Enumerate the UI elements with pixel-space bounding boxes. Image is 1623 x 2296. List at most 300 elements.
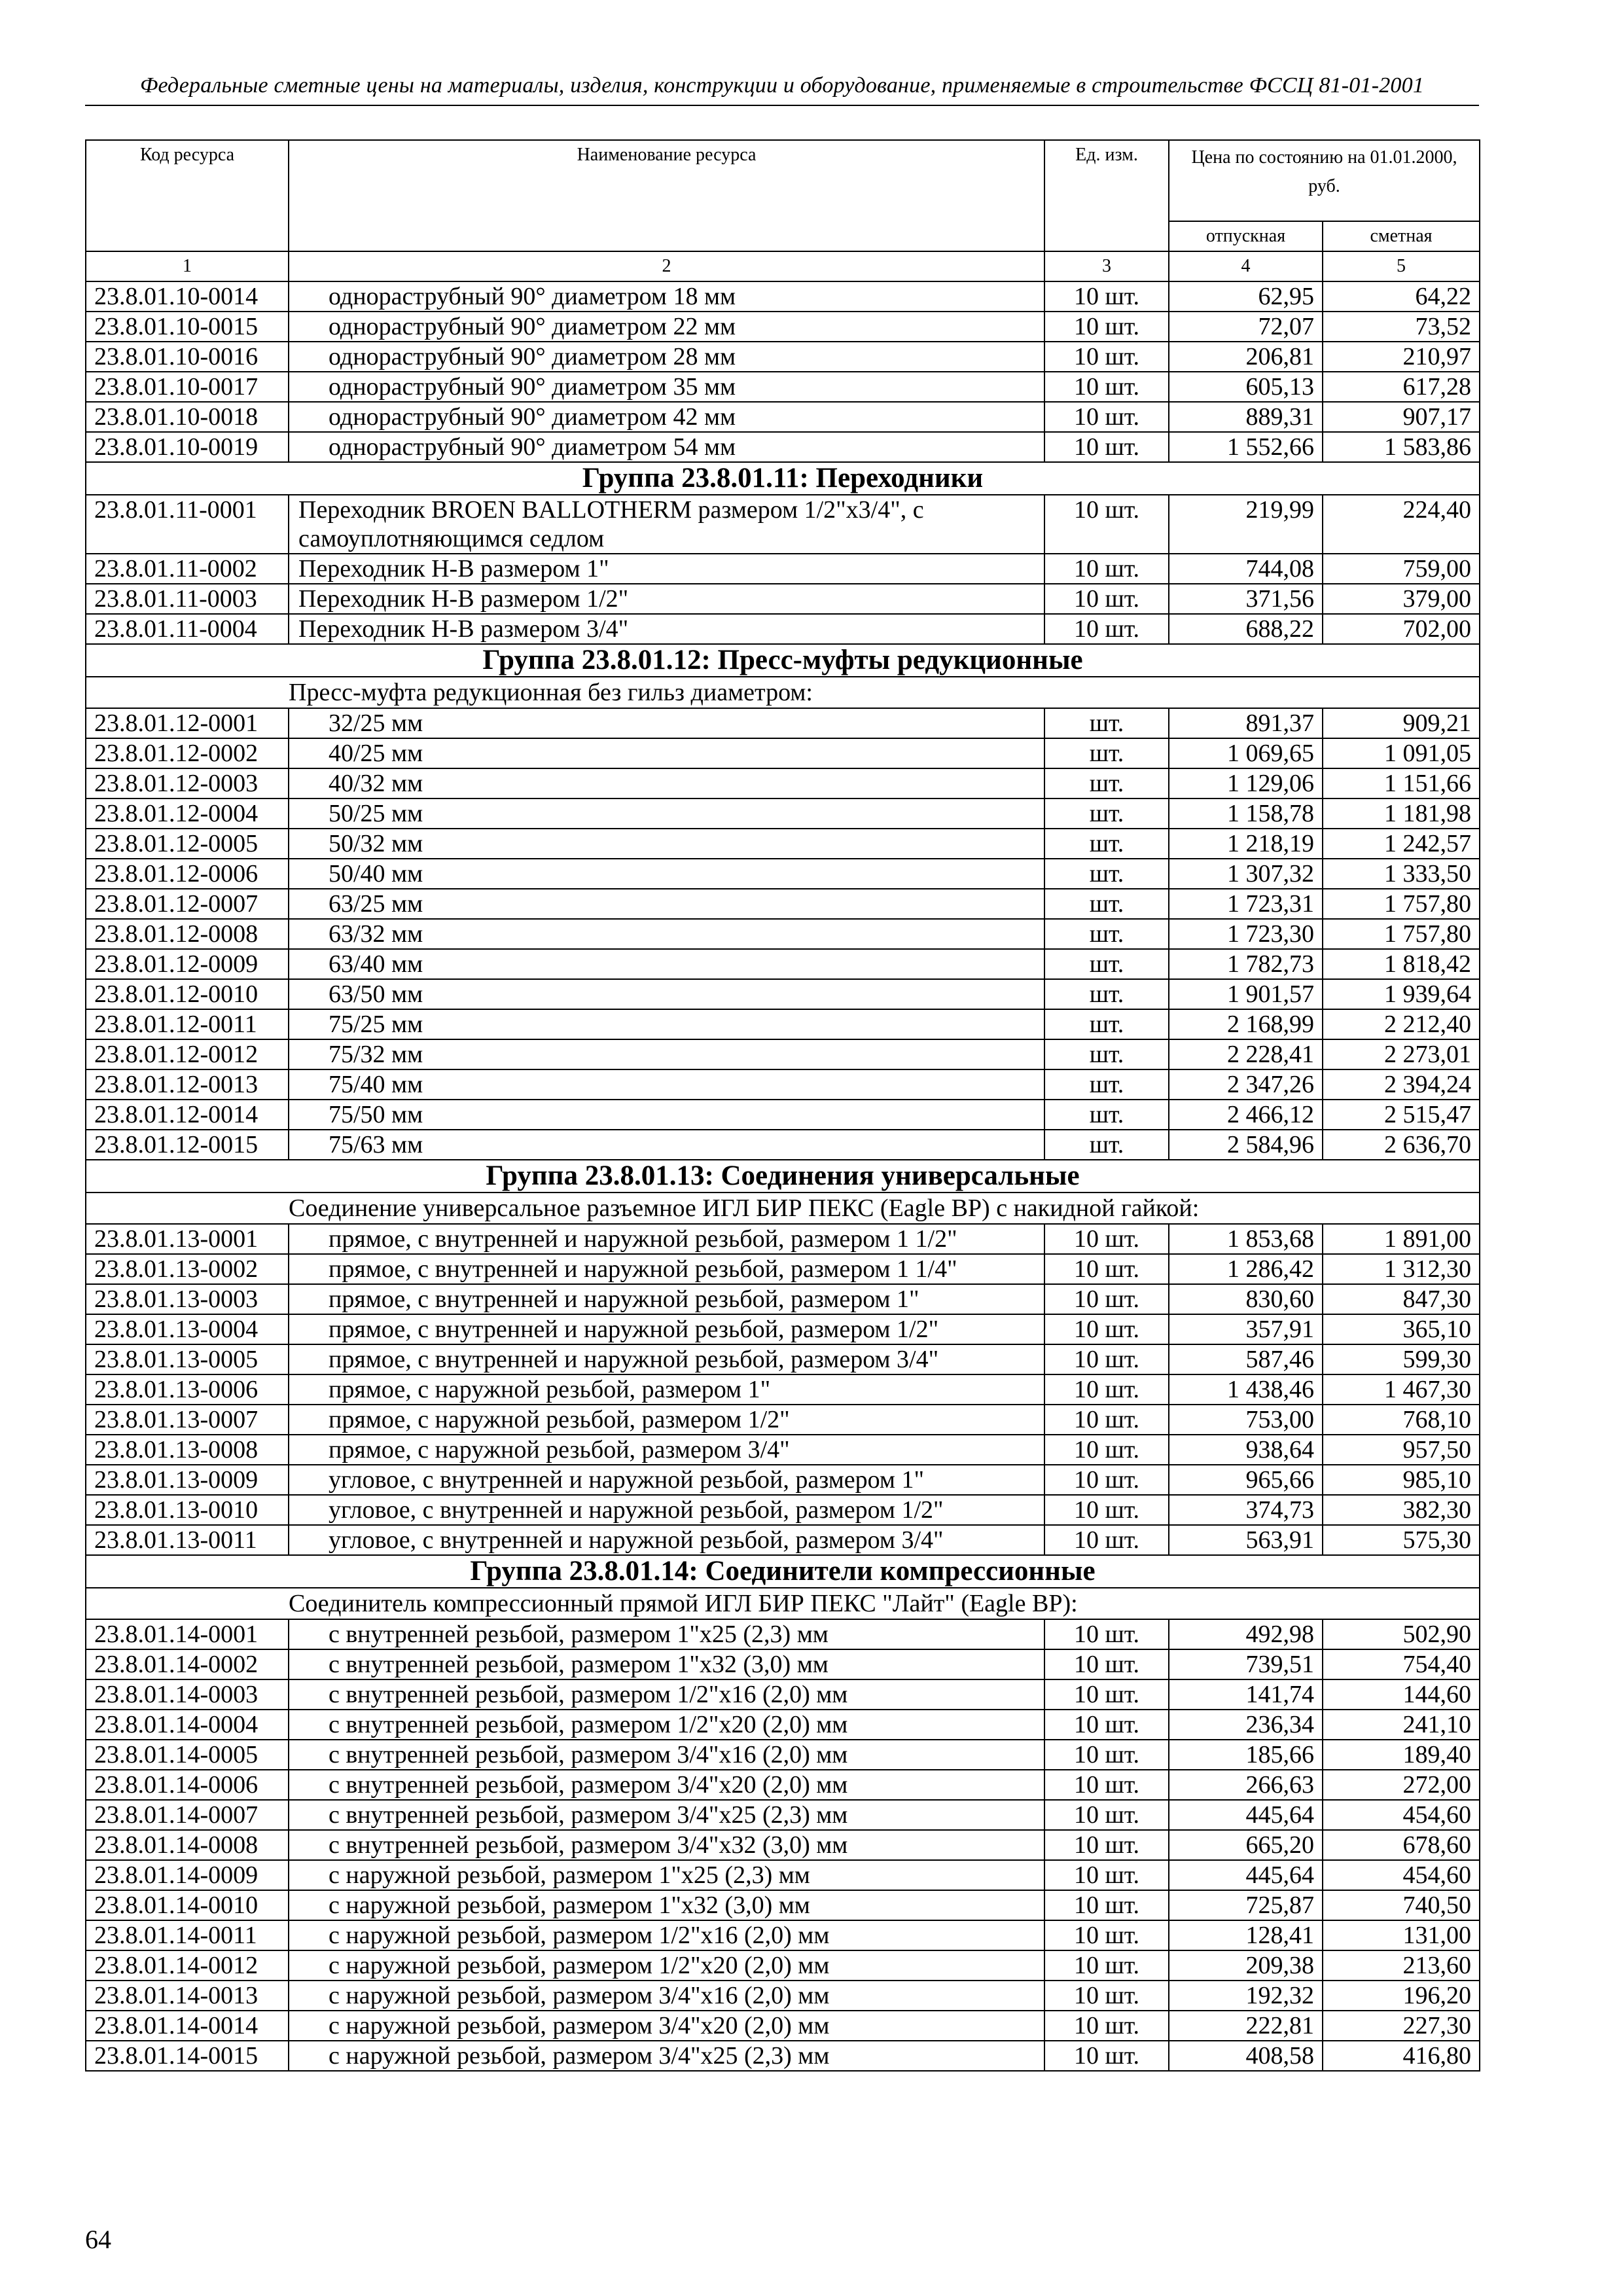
estimate-price: 909,21 (1323, 708, 1480, 738)
release-price: 1 286,42 (1169, 1254, 1323, 1284)
release-price: 605,13 (1169, 372, 1323, 402)
table-row (86, 432, 1480, 462)
unit-cell: 10 шт. (1044, 554, 1169, 584)
release-price: 688,22 (1169, 614, 1323, 644)
table-row (86, 281, 1480, 312)
estimate-price: 1 757,80 (1323, 889, 1480, 919)
resource-name: угловое, с внутренней и наружной резьбой, размером 3/4" (289, 1525, 1044, 1555)
table-row (86, 1039, 1480, 1069)
release-price: 72,07 (1169, 312, 1323, 342)
resource-name: 75/50 мм (289, 1100, 1044, 1130)
estimate-price: 754,40 (1323, 1649, 1480, 1679)
header-rule (85, 105, 1479, 106)
resource-code: 23.8.01.14-0015 (86, 2041, 289, 2071)
estimate-price: 454,60 (1323, 1860, 1480, 1890)
resource-name: 75/25 мм (289, 1009, 1044, 1039)
resource-code: 23.8.01.10-0016 (86, 342, 289, 372)
resource-name: прямое, с наружной резьбой, размером 1" (289, 1374, 1044, 1405)
unit-cell: 10 шт. (1044, 1314, 1169, 1344)
unit-cell: 10 шт. (1044, 1254, 1169, 1284)
estimate-price: 189,40 (1323, 1740, 1480, 1770)
resource-name: 40/32 мм (289, 768, 1044, 798)
resource-code: 23.8.01.14-0013 (86, 1981, 289, 2011)
release-price: 2 168,99 (1169, 1009, 1323, 1039)
estimate-price: 454,60 (1323, 1800, 1480, 1830)
release-price: 563,91 (1169, 1525, 1323, 1555)
table-row (86, 1130, 1480, 1160)
resource-name: 50/32 мм (289, 829, 1044, 859)
column-header-code: Код ресурса (86, 140, 289, 251)
table-row (86, 1981, 1480, 2011)
resource-code: 23.8.01.10-0015 (86, 312, 289, 342)
estimate-price: 847,30 (1323, 1284, 1480, 1314)
resource-name: с внутренней резьбой, размером 1/2"х20 (2,0) мм (289, 1710, 1044, 1740)
release-price: 2 228,41 (1169, 1039, 1323, 1069)
table-row (86, 1344, 1480, 1374)
resource-code: 23.8.01.14-0005 (86, 1740, 289, 1770)
table-row (86, 402, 1480, 432)
resource-name: прямое, с внутренней и наружной резьбой, размером 1" (289, 1284, 1044, 1314)
resource-code: 23.8.01.13-0010 (86, 1495, 289, 1525)
unit-cell: 10 шт. (1044, 614, 1169, 644)
resource-code: 23.8.01.14-0011 (86, 1920, 289, 1950)
group-title: Группа 23.8.01.12: Пресс-муфты редукционные (86, 644, 1480, 677)
estimate-price: 73,52 (1323, 312, 1480, 342)
unit-cell: 10 шт. (1044, 1619, 1169, 1649)
unit-cell: 10 шт. (1044, 495, 1169, 554)
table-row (86, 1314, 1480, 1344)
table-row (86, 1800, 1480, 1830)
release-price: 1 218,19 (1169, 829, 1323, 859)
table-row (86, 1830, 1480, 1860)
unit-cell: 10 шт. (1044, 281, 1169, 312)
table-row (86, 1710, 1480, 1740)
estimate-price: 224,40 (1323, 495, 1480, 554)
estimate-price: 1 151,66 (1323, 768, 1480, 798)
unit-cell: 10 шт. (1044, 1649, 1169, 1679)
group-title: Группа 23.8.01.11: Переходники (86, 462, 1480, 495)
resource-code: 23.8.01.10-0017 (86, 372, 289, 402)
resource-name: 50/40 мм (289, 859, 1044, 889)
release-price: 587,46 (1169, 1344, 1323, 1374)
estimate-price: 1 333,50 (1323, 859, 1480, 889)
release-price: 128,41 (1169, 1920, 1323, 1950)
unit-cell: 10 шт. (1044, 1920, 1169, 1950)
table-row (86, 1495, 1480, 1525)
estimate-price: 2 394,24 (1323, 1069, 1480, 1100)
group-row (86, 644, 1480, 677)
resource-name: с внутренней резьбой, размером 3/4"х32 (3,0) мм (289, 1830, 1044, 1860)
resource-code: 23.8.01.12-0002 (86, 738, 289, 768)
release-price: 445,64 (1169, 1860, 1323, 1890)
release-price: 209,38 (1169, 1950, 1323, 1981)
resource-code: 23.8.01.12-0007 (86, 889, 289, 919)
resource-code: 23.8.01.12-0005 (86, 829, 289, 859)
unit-cell: шт. (1044, 949, 1169, 979)
unit-cell: 10 шт. (1044, 1495, 1169, 1525)
resource-name: Переходник Н-В размером 1/2" (289, 584, 1044, 614)
release-price: 2 347,26 (1169, 1069, 1323, 1100)
unit-cell: 10 шт. (1044, 432, 1169, 462)
resource-code: 23.8.01.12-0012 (86, 1039, 289, 1069)
table-row (86, 614, 1480, 644)
group-title: Группа 23.8.01.13: Соединения универсальные (86, 1160, 1480, 1193)
resource-code: 23.8.01.12-0001 (86, 708, 289, 738)
resource-code: 23.8.01.14-0001 (86, 1619, 289, 1649)
unit-cell: 10 шт. (1044, 1740, 1169, 1770)
resource-name: 63/25 мм (289, 889, 1044, 919)
resource-code: 23.8.01.12-0003 (86, 768, 289, 798)
release-price: 1 158,78 (1169, 798, 1323, 829)
resource-code: 23.8.01.12-0015 (86, 1130, 289, 1160)
resource-name: прямое, с наружной резьбой, размером 1/2" (289, 1405, 1044, 1435)
column-number: 3 (1044, 251, 1169, 281)
table-row (86, 1890, 1480, 1920)
column-header-estimate-price: сметная (1323, 221, 1480, 251)
release-price: 1 723,30 (1169, 919, 1323, 949)
resource-name: 75/40 мм (289, 1069, 1044, 1100)
column-number: 4 (1169, 251, 1323, 281)
release-price: 371,56 (1169, 584, 1323, 614)
resource-code: 23.8.01.13-0011 (86, 1525, 289, 1555)
resource-code: 23.8.01.13-0003 (86, 1284, 289, 1314)
unit-cell: шт. (1044, 768, 1169, 798)
resource-code: 23.8.01.14-0009 (86, 1860, 289, 1890)
unit-cell: шт. (1044, 889, 1169, 919)
resource-code: 23.8.01.10-0018 (86, 402, 289, 432)
resource-code: 23.8.01.12-0009 (86, 949, 289, 979)
table-row (86, 554, 1480, 584)
release-price: 374,73 (1169, 1495, 1323, 1525)
release-price: 744,08 (1169, 554, 1323, 584)
table-row (86, 1740, 1480, 1770)
estimate-price: 2 273,01 (1323, 1039, 1480, 1069)
estimate-price: 64,22 (1323, 281, 1480, 312)
estimate-price: 416,80 (1323, 2041, 1480, 2071)
estimate-price: 131,00 (1323, 1920, 1480, 1950)
unit-cell: шт. (1044, 708, 1169, 738)
release-price: 2 466,12 (1169, 1100, 1323, 1130)
resource-name: с наружной резьбой, размером 1/2"х16 (2,0) мм (289, 1920, 1044, 1950)
resource-name: 63/32 мм (289, 919, 1044, 949)
table-row (86, 1009, 1480, 1039)
resource-code: 23.8.01.11-0001 (86, 495, 289, 554)
estimate-price: 227,30 (1323, 2011, 1480, 2041)
column-header-unit: Ед. изм. (1044, 140, 1169, 251)
unit-cell: 10 шт. (1044, 1224, 1169, 1254)
resource-code: 23.8.01.11-0002 (86, 554, 289, 584)
release-price: 753,00 (1169, 1405, 1323, 1435)
unit-cell: шт. (1044, 738, 1169, 768)
resource-name: с наружной резьбой, размером 1"х25 (2,3) мм (289, 1860, 1044, 1890)
subheader-spacer (86, 677, 289, 708)
resource-code: 23.8.01.12-0014 (86, 1100, 289, 1130)
estimate-price: 1 467,30 (1323, 1374, 1480, 1405)
estimate-price: 1 583,86 (1323, 432, 1480, 462)
unit-cell: шт. (1044, 829, 1169, 859)
release-price: 739,51 (1169, 1649, 1323, 1679)
release-price: 2 584,96 (1169, 1130, 1323, 1160)
estimate-price: 382,30 (1323, 1495, 1480, 1525)
release-price: 665,20 (1169, 1830, 1323, 1860)
table-row (86, 1465, 1480, 1495)
estimate-price: 213,60 (1323, 1950, 1480, 1981)
table-row (86, 738, 1480, 768)
resource-name: с внутренней резьбой, размером 1/2"х16 (2,0) мм (289, 1679, 1044, 1710)
table-row (86, 1435, 1480, 1465)
resource-name: однораструбный 90° диаметром 54 мм (289, 432, 1044, 462)
resource-name: прямое, с наружной резьбой, размером 3/4" (289, 1435, 1044, 1465)
page-number: 64 (85, 2225, 111, 2254)
resource-name: однораструбный 90° диаметром 42 мм (289, 402, 1044, 432)
column-number: 1 (86, 251, 289, 281)
resource-code: 23.8.01.13-0009 (86, 1465, 289, 1495)
resource-code: 23.8.01.13-0008 (86, 1435, 289, 1465)
resource-code: 23.8.01.12-0011 (86, 1009, 289, 1039)
table-row (86, 768, 1480, 798)
table-body (86, 281, 1480, 2071)
release-price: 1 723,31 (1169, 889, 1323, 919)
unit-cell: 10 шт. (1044, 1679, 1169, 1710)
table-row (86, 829, 1480, 859)
resource-code: 23.8.01.14-0007 (86, 1800, 289, 1830)
resource-name: 75/32 мм (289, 1039, 1044, 1069)
release-price: 830,60 (1169, 1284, 1323, 1314)
estimate-price: 1 818,42 (1323, 949, 1480, 979)
table-row (86, 1649, 1480, 1679)
resource-name: Переходник BROEN BALLOTHERM размером 1/2"х3/4", с самоуплотняющимся седлом (289, 495, 1044, 554)
table-row (86, 312, 1480, 342)
resource-code: 23.8.01.14-0010 (86, 1890, 289, 1920)
estimate-price: 768,10 (1323, 1405, 1480, 1435)
resource-code: 23.8.01.13-0007 (86, 1405, 289, 1435)
unit-cell: шт. (1044, 1130, 1169, 1160)
unit-cell: 10 шт. (1044, 342, 1169, 372)
resource-name: с внутренней резьбой, размером 1"х32 (3,0) мм (289, 1649, 1044, 1679)
estimate-price: 272,00 (1323, 1770, 1480, 1800)
unit-cell: 10 шт. (1044, 402, 1169, 432)
unit-cell: шт. (1044, 919, 1169, 949)
subheader-row (86, 1588, 1480, 1619)
release-price: 725,87 (1169, 1890, 1323, 1920)
running-header: Федеральные сметные цены на материалы, изделия, конструкции и оборудование, применяемые в строительстве ФССЦ 81-01-2001 (139, 73, 1425, 98)
unit-cell: 10 шт. (1044, 1800, 1169, 1830)
table-row (86, 949, 1480, 979)
release-price: 236,34 (1169, 1710, 1323, 1740)
resource-name: с внутренней резьбой, размером 3/4"х20 (2,0) мм (289, 1770, 1044, 1800)
resource-name: с наружной резьбой, размером 3/4"х25 (2,3) мм (289, 2041, 1044, 2071)
resource-name: однораструбный 90° диаметром 28 мм (289, 342, 1044, 372)
release-price: 192,32 (1169, 1981, 1323, 2011)
unit-cell: шт. (1044, 1009, 1169, 1039)
unit-cell: 10 шт. (1044, 1981, 1169, 2011)
resource-name: однораструбный 90° диаметром 22 мм (289, 312, 1044, 342)
resource-code: 23.8.01.11-0003 (86, 584, 289, 614)
resource-name: с внутренней резьбой, размером 3/4"х16 (2,0) мм (289, 1740, 1044, 1770)
resource-code: 23.8.01.12-0010 (86, 979, 289, 1009)
release-price: 965,66 (1169, 1465, 1323, 1495)
group-row (86, 1160, 1480, 1193)
column-header-price: Цена по состоянию на 01.01.2000, руб. (1169, 140, 1480, 221)
unit-cell: шт. (1044, 798, 1169, 829)
estimate-price: 379,00 (1323, 584, 1480, 614)
release-price: 266,63 (1169, 1770, 1323, 1800)
resource-name: 50/25 мм (289, 798, 1044, 829)
estimate-price: 599,30 (1323, 1344, 1480, 1374)
estimate-price: 1 891,00 (1323, 1224, 1480, 1254)
release-price: 891,37 (1169, 708, 1323, 738)
table-row (86, 1920, 1480, 1950)
group-title: Группа 23.8.01.14: Соединители компрессионные (86, 1555, 1480, 1588)
unit-cell: шт. (1044, 1069, 1169, 1100)
unit-cell: 10 шт. (1044, 1950, 1169, 1981)
release-price: 1 782,73 (1169, 949, 1323, 979)
table-row (86, 584, 1480, 614)
estimate-price: 617,28 (1323, 372, 1480, 402)
resource-code: 23.8.01.10-0014 (86, 281, 289, 312)
unit-cell: шт. (1044, 1039, 1169, 1069)
resource-code: 23.8.01.14-0008 (86, 1830, 289, 1860)
table-row (86, 1254, 1480, 1284)
subheader-row (86, 1193, 1480, 1224)
column-header-release-price: отпускная (1169, 221, 1323, 251)
resource-name: угловое, с внутренней и наружной резьбой, размером 1" (289, 1465, 1044, 1495)
resource-code: 23.8.01.13-0002 (86, 1254, 289, 1284)
unit-cell: 10 шт. (1044, 312, 1169, 342)
resource-code: 23.8.01.14-0014 (86, 2011, 289, 2041)
unit-cell: 10 шт. (1044, 1860, 1169, 1890)
table-row (86, 859, 1480, 889)
resource-name: прямое, с внутренней и наружной резьбой, размером 1 1/2" (289, 1224, 1044, 1254)
resource-code: 23.8.01.12-0013 (86, 1069, 289, 1100)
resource-name: 32/25 мм (289, 708, 1044, 738)
unit-cell: 10 шт. (1044, 1710, 1169, 1740)
resource-name: с внутренней резьбой, размером 1"х25 (2,3) мм (289, 1619, 1044, 1649)
unit-cell: 10 шт. (1044, 372, 1169, 402)
table-row (86, 2011, 1480, 2041)
resource-code: 23.8.01.14-0012 (86, 1950, 289, 1981)
release-price: 1 069,65 (1169, 738, 1323, 768)
resource-code: 23.8.01.14-0002 (86, 1649, 289, 1679)
table-row (86, 2041, 1480, 2071)
subheader-spacer (86, 1588, 289, 1619)
table-row (86, 708, 1480, 738)
estimate-price: 1 091,05 (1323, 738, 1480, 768)
unit-cell: шт. (1044, 1100, 1169, 1130)
estimate-price: 907,17 (1323, 402, 1480, 432)
table-row (86, 1100, 1480, 1130)
estimate-price: 575,30 (1323, 1525, 1480, 1555)
unit-cell: 10 шт. (1044, 1344, 1169, 1374)
estimate-price: 678,60 (1323, 1830, 1480, 1860)
estimate-price: 210,97 (1323, 342, 1480, 372)
release-price: 357,91 (1169, 1314, 1323, 1344)
unit-cell: 10 шт. (1044, 1890, 1169, 1920)
unit-cell: 10 шт. (1044, 1374, 1169, 1405)
unit-cell: 10 шт. (1044, 1465, 1169, 1495)
resource-name: однораструбный 90° диаметром 18 мм (289, 281, 1044, 312)
table-row (86, 1405, 1480, 1435)
estimate-price: 702,00 (1323, 614, 1480, 644)
resource-name: с наружной резьбой, размером 1/2"х20 (2,0) мм (289, 1950, 1044, 1981)
release-price: 1 129,06 (1169, 768, 1323, 798)
estimate-price: 759,00 (1323, 554, 1480, 584)
unit-cell: шт. (1044, 859, 1169, 889)
release-price: 1 307,32 (1169, 859, 1323, 889)
unit-cell: 10 шт. (1044, 1284, 1169, 1314)
table-row (86, 889, 1480, 919)
estimate-price: 1 939,64 (1323, 979, 1480, 1009)
subheader-text: Пресс-муфта редукционная без гильз диаметром: (289, 677, 1480, 708)
resource-code: 23.8.01.12-0008 (86, 919, 289, 949)
release-price: 62,95 (1169, 281, 1323, 312)
resource-name: однораструбный 90° диаметром 35 мм (289, 372, 1044, 402)
table-row (86, 495, 1480, 554)
unit-cell: 10 шт. (1044, 2041, 1169, 2071)
release-price: 206,81 (1169, 342, 1323, 372)
resource-code: 23.8.01.11-0004 (86, 614, 289, 644)
resource-name: с наружной резьбой, размером 1"х32 (3,0) мм (289, 1890, 1044, 1920)
resource-name: 75/63 мм (289, 1130, 1044, 1160)
table-row (86, 798, 1480, 829)
table-row (86, 1770, 1480, 1800)
resource-name: 40/25 мм (289, 738, 1044, 768)
column-number: 2 (289, 251, 1044, 281)
resource-name: прямое, с внутренней и наружной резьбой, размером 1/2" (289, 1314, 1044, 1344)
release-price: 141,74 (1169, 1679, 1323, 1710)
resource-name: с наружной резьбой, размером 3/4"х16 (2,0) мм (289, 1981, 1044, 2011)
release-price: 222,81 (1169, 2011, 1323, 2041)
table-row (86, 342, 1480, 372)
resource-name: с наружной резьбой, размером 3/4"х20 (2,0) мм (289, 2011, 1044, 2041)
table-row (86, 1374, 1480, 1405)
release-price: 1 438,46 (1169, 1374, 1323, 1405)
table-row (86, 919, 1480, 949)
resource-name: угловое, с внутренней и наружной резьбой, размером 1/2" (289, 1495, 1044, 1525)
table-row (86, 372, 1480, 402)
table-row (86, 1679, 1480, 1710)
estimate-price: 957,50 (1323, 1435, 1480, 1465)
subheader-spacer (86, 1193, 289, 1224)
resource-code: 23.8.01.10-0019 (86, 432, 289, 462)
table-row (86, 1224, 1480, 1254)
resource-code: 23.8.01.13-0006 (86, 1374, 289, 1405)
estimate-price: 985,10 (1323, 1465, 1480, 1495)
resource-code: 23.8.01.13-0001 (86, 1224, 289, 1254)
table-row (86, 1619, 1480, 1649)
subheader-row (86, 677, 1480, 708)
table-row (86, 1284, 1480, 1314)
resource-code: 23.8.01.13-0004 (86, 1314, 289, 1344)
release-price: 219,99 (1169, 495, 1323, 554)
table-row (86, 979, 1480, 1009)
release-price: 408,58 (1169, 2041, 1323, 2071)
resource-name: Переходник Н-В размером 1" (289, 554, 1044, 584)
resource-name: 63/40 мм (289, 949, 1044, 979)
resource-name: с внутренней резьбой, размером 3/4"х25 (2,3) мм (289, 1800, 1044, 1830)
unit-cell: 10 шт. (1044, 1525, 1169, 1555)
release-price: 1 552,66 (1169, 432, 1323, 462)
resource-name: прямое, с внутренней и наружной резьбой, размером 3/4" (289, 1344, 1044, 1374)
release-price: 1 853,68 (1169, 1224, 1323, 1254)
estimate-price: 144,60 (1323, 1679, 1480, 1710)
estimate-price: 241,10 (1323, 1710, 1480, 1740)
table-row (86, 1860, 1480, 1890)
resource-code: 23.8.01.13-0005 (86, 1344, 289, 1374)
estimate-price: 196,20 (1323, 1981, 1480, 2011)
unit-cell: 10 шт. (1044, 2011, 1169, 2041)
subheader-text: Соединение универсальное разъемное ИГЛ БИР ПЕКС (Eagle BP) с накидной гайкой: (289, 1193, 1480, 1224)
